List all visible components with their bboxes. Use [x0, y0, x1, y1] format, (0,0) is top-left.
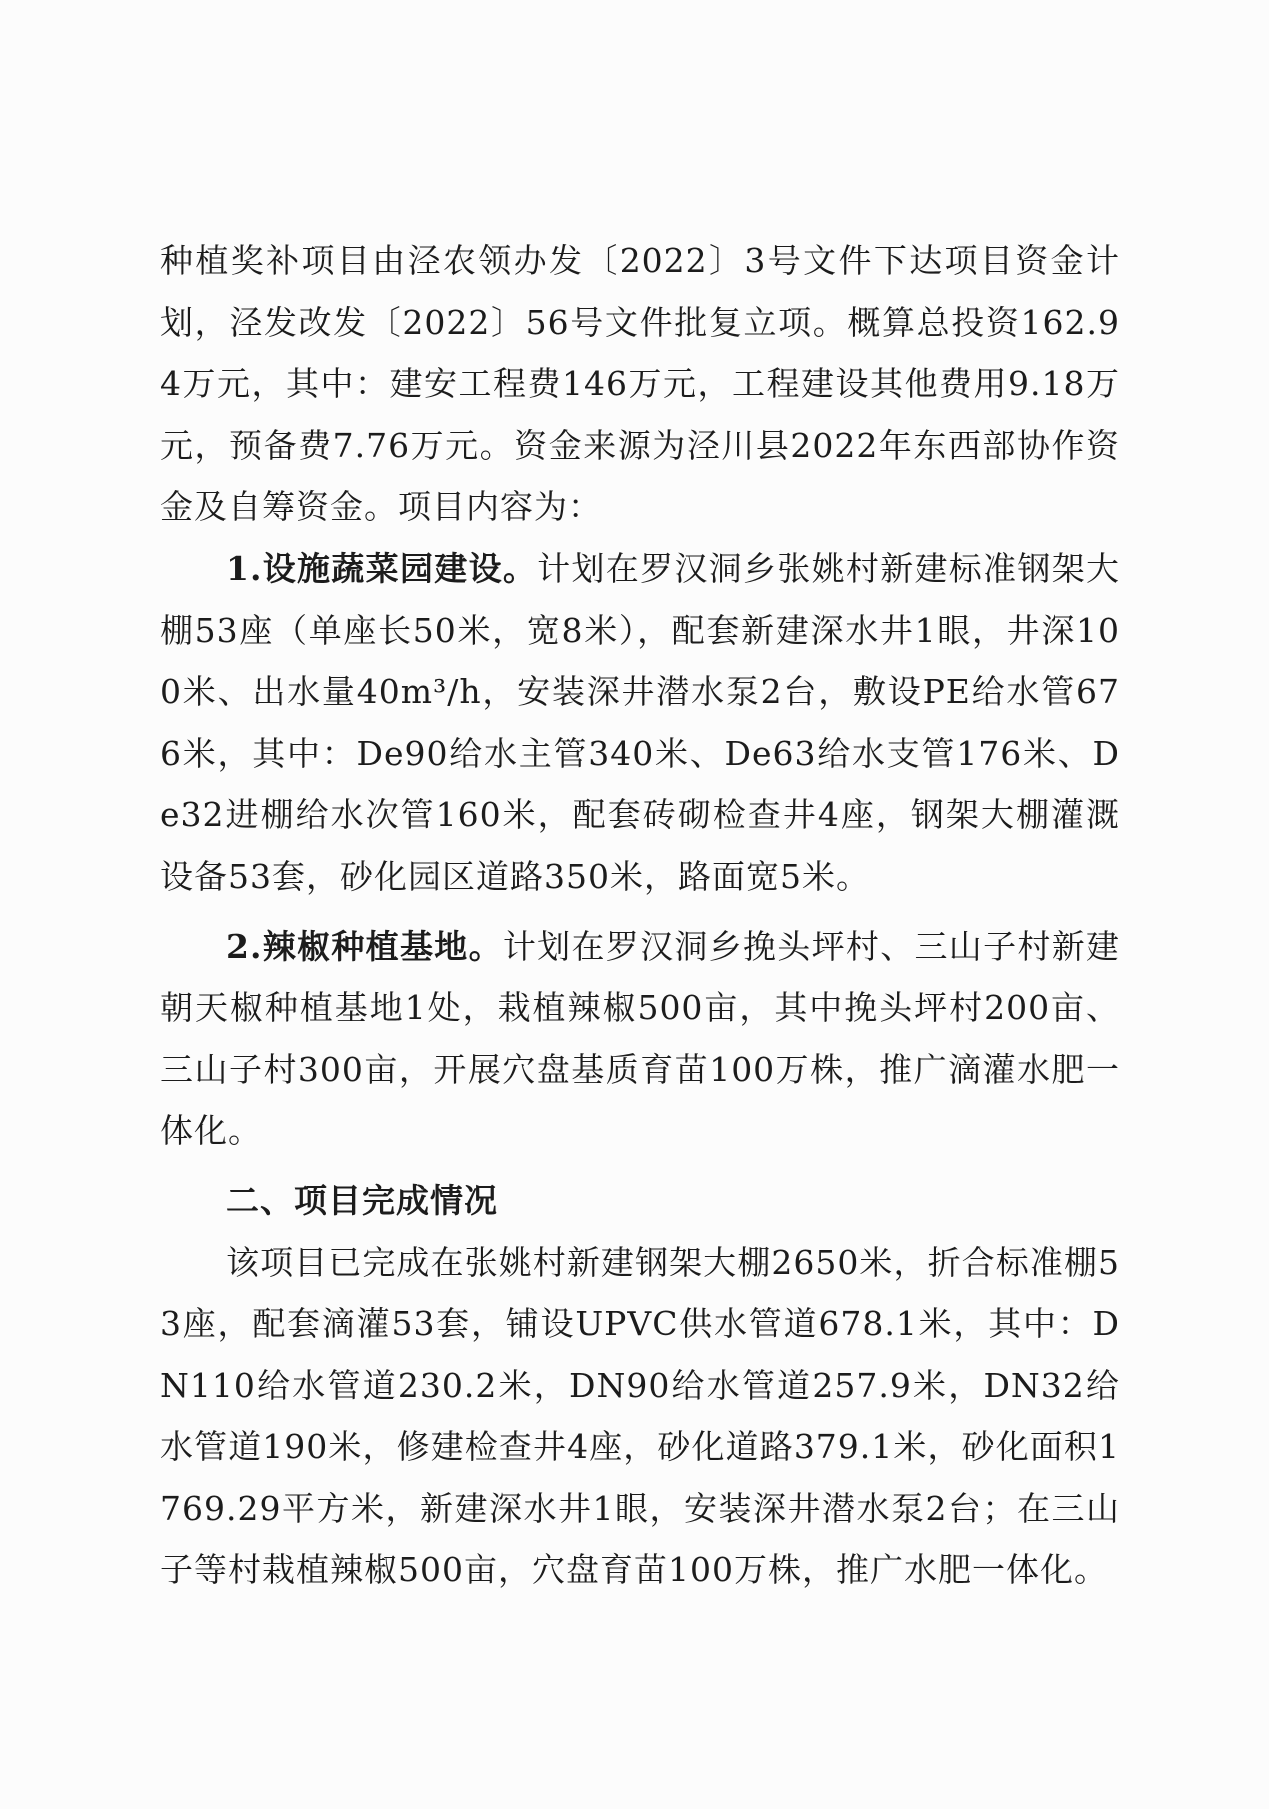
intro-paragraph-text: 种植奖补项目由泾农领办发〔2022〕3号文件下达项目资金计划，泾发改发〔2022〕56号文件批复立项。概算总投资162.94万元，其中：建安工程费146万元，工程建设其他费用9.18万元，预备费7.76万元。资金来源为泾川县2022年东西部协作资金及自筹资金。项目内容为： [160, 241, 1120, 527]
completion-paragraph: 该项目已完成在张姚村新建钢架大棚2650米，折合标准棚53座，配套滴灌53套，铺设UPVC供水管道678.1米，其中：DN110给水管道230.2米，DN90给水管道257.9米，DN32给水管道190米，修建检查井4座，砂化道路379.1米，砂化面积1769.29平方米，新建深水井1眼，安装深井潜水泵2台；在三山子等村栽植辣椒500亩，穴盘育苗100万株，推广水肥一体化。 [160, 1242, 1120, 1590]
section-spacer [160, 1162, 1120, 1170]
item-1-text: 计划在罗汉洞乡张姚村新建标准钢架大棚53座（单座长50米，宽8米），配套新建深水井1眼，井深100米、出水量40m³/h，安装深井潜水泵2台，敷设PE给水管676米，其中：De90给水主管340米、De63给水支管176米、De32进棚给水次管160米，配套砖砌检查井4座，钢架大棚灌溉设备53套，砂化园区道路350米，路面宽5米。 [160, 548, 1121, 896]
item-2-lead: 2.辣椒种植基地。 [226, 926, 503, 966]
item-2-text: 计划在罗汉洞乡挽头坪村、三山子村新建朝天椒种植基地1处，栽植辣椒500亩，其中挽头坪村200亩、三山子村300亩，开展穴盘基质育苗100万株，推广滴灌水肥一体化。 [160, 926, 1121, 1151]
document-body [160, 230, 1120, 1601]
item-1-lead: 1.设施蔬菜园建设。 [226, 548, 538, 588]
item-2-paragraph [160, 916, 1120, 1162]
item-1-paragraph [160, 538, 1120, 908]
intro-paragraph [160, 230, 1120, 538]
paragraph-spacer [160, 908, 1120, 916]
section-heading-completion: 二、项目完成情况 [226, 1180, 498, 1220]
